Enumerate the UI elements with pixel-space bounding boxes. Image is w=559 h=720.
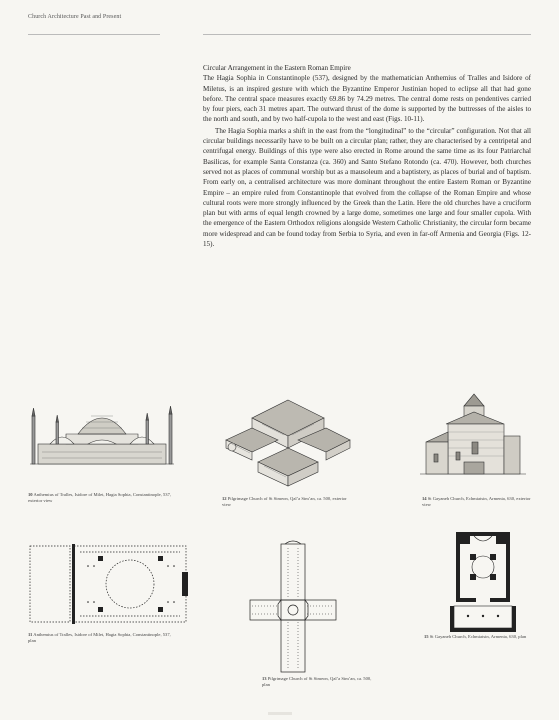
st-gayaneh-plan-drawing <box>448 530 518 634</box>
caption-text: Anthemius of Tralles, Isidore of Milet, Hagia Sophia, Constantinople, 537, exterior view <box>28 492 172 504</box>
caption-text: Anthemius of Tralles, Isidore of Milet, Hagia Sophia, Constantinople, 537, plan <box>28 632 171 644</box>
caption-text: Pilgrimage Church of St Simeon, Qal’a Sim’an, ca. 500, plan <box>262 676 372 688</box>
header-rule-left <box>28 34 160 35</box>
caption-fig-14 <box>422 496 532 508</box>
st-simeon-plan-drawing <box>248 540 338 676</box>
caption-number: 12 <box>222 496 227 501</box>
caption-number: 13 <box>262 676 267 681</box>
caption-number: 10 <box>28 492 33 497</box>
figure-st-gayaneh-exterior <box>420 392 526 478</box>
caption-fig-13 <box>262 676 372 688</box>
running-head: Church Architecture Past and Present <box>28 14 122 20</box>
caption-fig-11 <box>28 632 178 644</box>
caption-text: St Gayaneh Church, Echmiatsin, Armenia, 630, exterior view <box>422 496 531 508</box>
caption-number: 14 <box>422 496 427 501</box>
st-gayaneh-exterior-drawing <box>420 392 526 478</box>
caption-text: St Gayaneh Church, Echmiatsin, Armenia, 630, plan <box>429 634 527 639</box>
caption-number: 15 <box>424 634 429 639</box>
hagia-sophia-exterior-drawing <box>28 398 176 468</box>
caption-number: 11 <box>28 632 33 637</box>
hagia-sophia-plan-drawing <box>28 542 190 626</box>
caption-fig-10 <box>28 492 178 504</box>
figure-st-simeon-plan <box>248 540 338 676</box>
figure-hagia-sophia-exterior <box>28 398 176 468</box>
section-heading: Circular Arrangement in the Eastern Roman Empire <box>203 64 351 72</box>
page-footer-mark <box>268 712 292 715</box>
figure-st-simeon-exterior <box>222 398 354 492</box>
figure-st-gayaneh-plan <box>448 530 518 634</box>
st-simeon-exterior-drawing <box>222 398 354 492</box>
paragraph-2: The Hagia Sophia marks a shift in the east from the “longitudinal” to the “circular” configuration. Not that all circular buildings necessarily have to be built on a circular plan; rather, they are characterised by a centripetal and centrifugal energy. Buildings of this type were also erected in Rome around the same time as its four Patriarchal Basilicas, for example Santa Constanza (ca. 360) and Santo Stefano Rotondo (ca. 470). However, both churches served not as places of communal worship but as a mausoleum and a baptistery, as places of burial and of baptism. From early on, a centralised architecture was more dominant throughout the entire Eastern Roman or Byzantine Empire – an empire ruled from Constantinople that evolved from the collapse of the Roman Empire and whose cultural roots were more strongly influenced by the Greek than the Latin. Here the old churches have a cruciform plan but with arms of equal length crowned by a large dome, sometimes one large and four smaller cupola. With the emergence of the Eastern Orthodox religions alongside Western Catholic Christianity, the circular form became more widespread and can be found today from Serbia to Syria, and even in far-off Armenia and Georgia (Figs. 12-15). <box>203 126 531 249</box>
text-column <box>203 63 531 249</box>
header-rule-right <box>203 34 531 35</box>
caption-fig-12 <box>222 496 352 508</box>
paragraph-1: The Hagia Sophia in Constantinople (537), designed by the mathematician Anthemius of Tralles and Isidore of Miletus, is an inspired gesture with which the Byzantine Emperor Justinian hoped to eclipse all that had gone before. The central space measures exactly 69.86 by 74.29 metres. The central dome rests on pendentives carried by four piers, each 31 metres apart. The outward thrust of the dome is supported by the buttresses of the aisles to the north and south, and by two half-cupola to the west and east (Figs. 10-11). <box>203 74 531 124</box>
caption-fig-15 <box>424 634 534 640</box>
figure-hagia-sophia-plan <box>28 542 190 626</box>
caption-text: Pilgrimage Church of St Simeon, Qal’a Sim’an, ca. 500, exterior view <box>222 496 347 508</box>
